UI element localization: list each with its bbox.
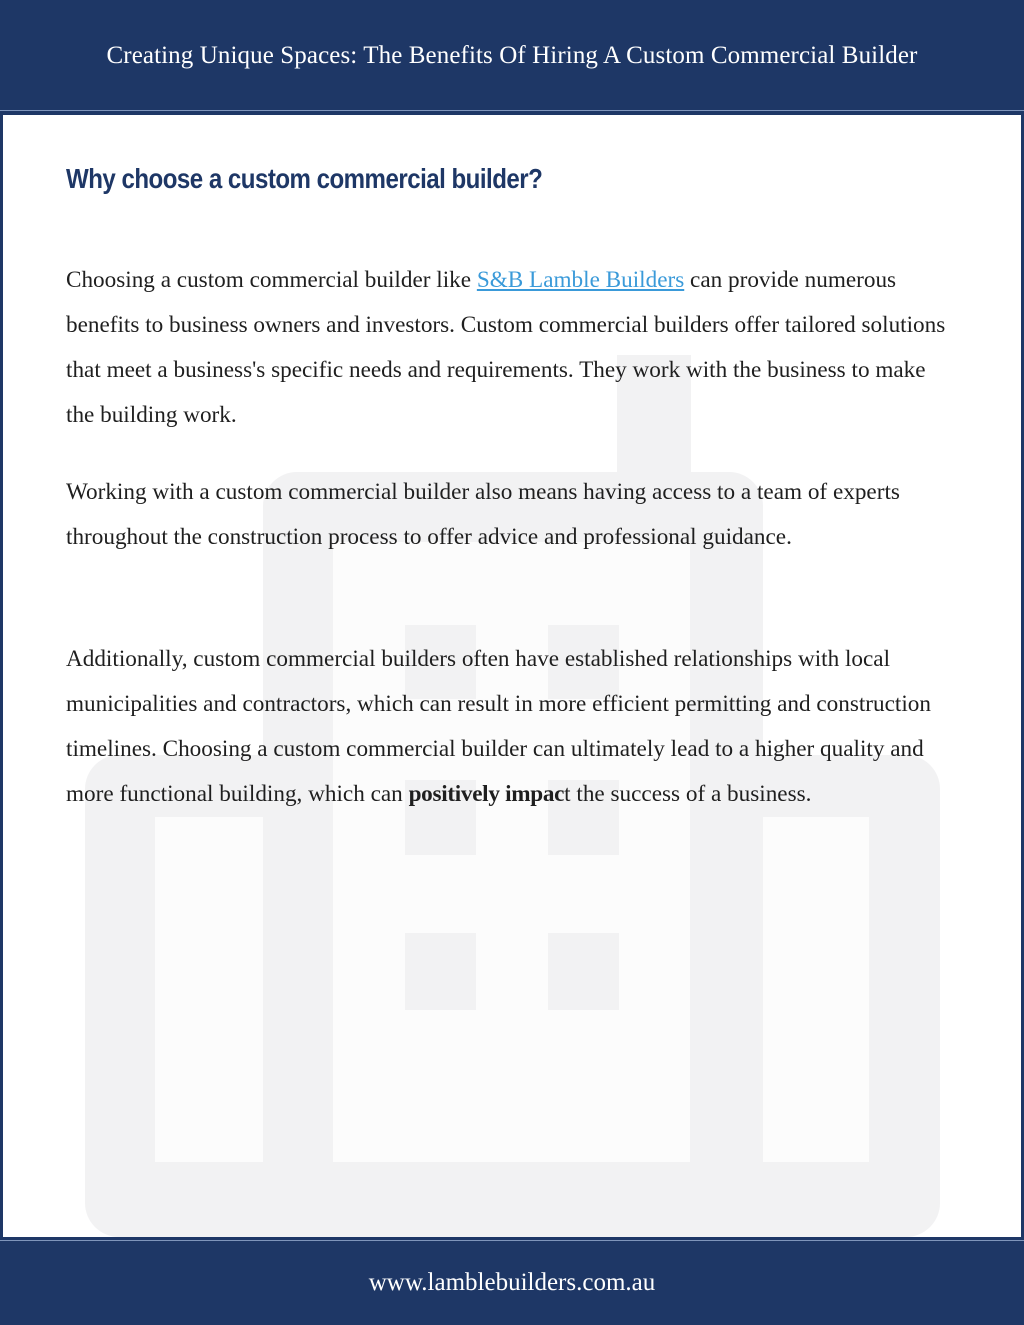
bottom-banner [0,1244,1024,1325]
paragraph-benefits [66,637,951,817]
website-url: www.lamblebuilders.com.au [368,1268,656,1296]
benefits-text: Additionally, custom commercial builders often have established relationships with local municipalities and contractors, which can result in more efficient permitting and construction timelines. Choosing a custom commercial builder can ultimately lead to a higher quality and more functional building, which can [66,646,931,807]
intro-text-after-link: can provide numerous benefits to business owners and investors. Custom commercial builders offer tailored solutions that meet a business's specific needs and requirements. They work with the business to make the building work. [66,267,946,428]
document-title: Creating Unique Spaces: The Benefits Of Hiring A Custom Commercial Builder [106,42,918,69]
paragraph-intro [66,258,951,438]
company-link[interactable]: S&B Lamble Builders [476,267,685,293]
intro-text-before-link: Choosing a custom commercial builder like [66,267,477,293]
bold-phrase: positively impac [408,781,565,807]
header-divider [0,110,1024,111]
paragraph-experts: Working with a custom commercial builder also means having access to a team of experts throughout the construction process to offer advice and professional guidance. [66,479,900,550]
section-heading: Why choose a custom commercial builder? [66,163,543,194]
footer-divider [0,1240,1024,1241]
benefits-tail-text: t the success of a business. [564,781,812,807]
top-banner [0,0,1024,110]
content-card [3,115,1021,1237]
